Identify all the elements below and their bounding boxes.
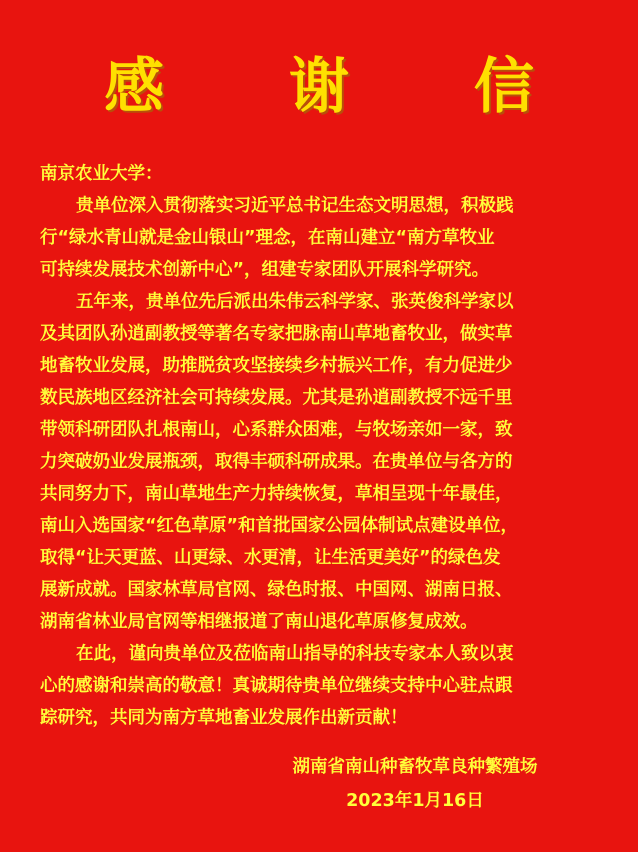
body-line: 共同努力下，南山草地生产力持续恢复，草相呈现十年最佳， bbox=[40, 484, 513, 504]
body-line: 心的感谢和崇高的敬意！真诚期待贵单位继续支持中心驻点跟 bbox=[40, 676, 513, 696]
body-line: 数民族地区经济社会可持续发展。尤其是孙逍副教授不远千里 bbox=[40, 388, 513, 408]
letter-title: 感 谢 信 bbox=[104, 52, 586, 122]
signature-date: 2023年1月16日 bbox=[346, 791, 484, 811]
letter-body bbox=[40, 190, 610, 734]
body-line: 及其团队孙逍副教授等著名专家把脉南山草地畜牧业，做实草 bbox=[40, 324, 513, 344]
body-line: 地畜牧业发展，助推脱贫攻坚接续乡村振兴工作，有力促进少 bbox=[40, 356, 513, 376]
body-line: 在此，谨向贵单位及莅临南山指导的科技专家本人致以衷 bbox=[76, 644, 514, 664]
body-line: 可持续发展技术创新中心”，组建专家团队开展科学研究。 bbox=[40, 260, 489, 280]
salutation: 南京农业大学： bbox=[40, 164, 163, 184]
body-line: 五年来，贵单位先后派出朱伟云科学家、张英俊科学家以 bbox=[76, 292, 514, 312]
body-line: 湖南省林业局官网等相继报道了南山退化草原修复成效。 bbox=[40, 612, 478, 632]
body-line: 贵单位深入贯彻落实习近平总书记生态文明思想，积极践 bbox=[76, 196, 514, 216]
body-line: 取得“让天更蓝、山更绿、水更清，让生活更美好”的绿色发 bbox=[40, 548, 501, 568]
signature-block bbox=[240, 750, 590, 818]
body-line: 带领科研团队扎根南山，心系群众困难，与牧场亲如一家，致 bbox=[40, 420, 513, 440]
body-line: 力突破奶业发展瓶颈，取得丰硕科研成果。在贵单位与各方的 bbox=[40, 452, 513, 472]
body-line: 南山入选国家“红色草原”和首批国家公园体制试点建设单位， bbox=[40, 516, 519, 536]
signature-organization: 湖南省南山种畜牧草良种繁殖场 bbox=[292, 757, 538, 777]
body-line: 展新成就。国家林草局官网、绿色时报、中国网、湖南日报、 bbox=[40, 580, 513, 600]
body-line: 踪研究，共同为南方草地畜业发展作出新贡献！ bbox=[40, 708, 408, 728]
body-line: 行“绿水青山就是金山银山”理念，在南山建立“南方草牧业 bbox=[40, 228, 495, 248]
